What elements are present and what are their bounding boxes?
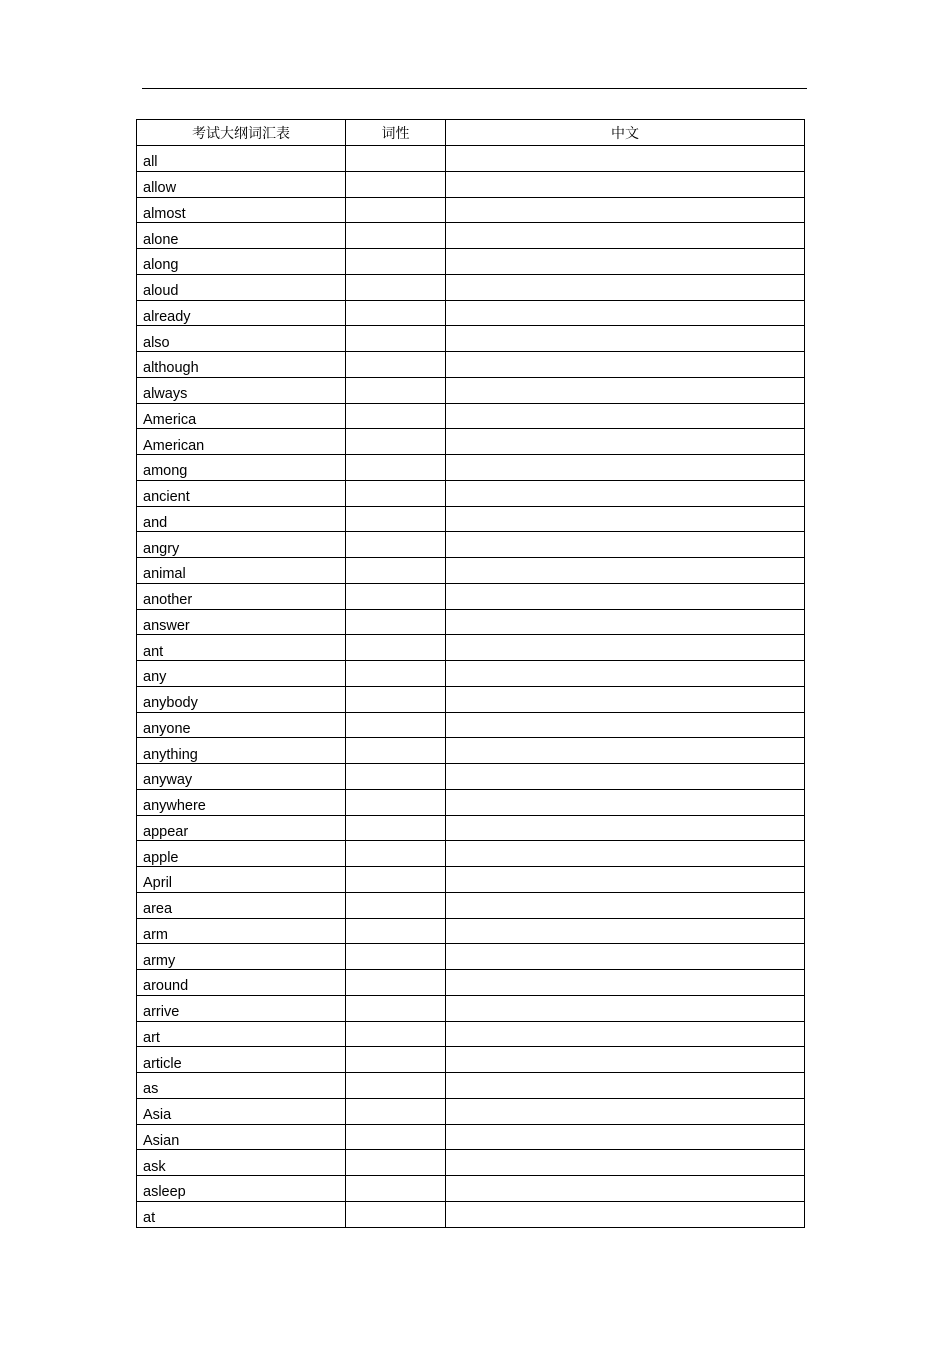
word-cell: anybody — [137, 686, 346, 712]
word-cell: and — [137, 506, 346, 532]
pos-cell — [346, 867, 446, 893]
chinese-cell — [446, 918, 805, 944]
chinese-cell — [446, 995, 805, 1021]
chinese-cell — [446, 403, 805, 429]
pos-cell — [346, 532, 446, 558]
chinese-cell — [446, 197, 805, 223]
word-cell: among — [137, 455, 346, 481]
table-row — [137, 944, 805, 970]
table-row — [137, 1176, 805, 1202]
table-row — [137, 352, 805, 378]
word-cell: America — [137, 403, 346, 429]
table-row — [137, 635, 805, 661]
chinese-cell — [446, 738, 805, 764]
word-cell: all — [137, 146, 346, 172]
table-row — [137, 377, 805, 403]
pos-cell — [346, 661, 446, 687]
word-cell: always — [137, 377, 346, 403]
table-row — [137, 223, 805, 249]
table-row — [137, 558, 805, 584]
vocabulary-table — [136, 119, 805, 1228]
chinese-cell — [446, 1124, 805, 1150]
pos-cell — [346, 1201, 446, 1227]
word-cell: anyway — [137, 764, 346, 790]
pos-cell — [346, 1150, 446, 1176]
chinese-cell — [446, 867, 805, 893]
table-row — [137, 995, 805, 1021]
chinese-cell — [446, 661, 805, 687]
word-cell: angry — [137, 532, 346, 558]
chinese-cell — [446, 944, 805, 970]
word-cell: around — [137, 970, 346, 996]
word-cell: along — [137, 249, 346, 275]
pos-cell — [346, 609, 446, 635]
table-row — [137, 1047, 805, 1073]
pos-cell — [346, 455, 446, 481]
chinese-cell — [446, 506, 805, 532]
table-row — [137, 738, 805, 764]
chinese-cell — [446, 300, 805, 326]
column-header-word: 考试大纲词汇表 — [137, 120, 346, 146]
table-row — [137, 532, 805, 558]
table-row — [137, 1021, 805, 1047]
header-rule — [142, 88, 807, 89]
word-cell: ask — [137, 1150, 346, 1176]
pos-cell — [346, 249, 446, 275]
word-cell: army — [137, 944, 346, 970]
table-row — [137, 815, 805, 841]
chinese-cell — [446, 274, 805, 300]
pos-cell — [346, 429, 446, 455]
chinese-cell — [446, 789, 805, 815]
word-cell: Asia — [137, 1098, 346, 1124]
chinese-cell — [446, 1073, 805, 1099]
table-row — [137, 1201, 805, 1227]
pos-cell — [346, 146, 446, 172]
pos-cell — [346, 403, 446, 429]
pos-cell — [346, 764, 446, 790]
chinese-cell — [446, 892, 805, 918]
table-row — [137, 712, 805, 738]
pos-cell — [346, 1098, 446, 1124]
chinese-cell — [446, 686, 805, 712]
table-row — [137, 300, 805, 326]
word-cell: almost — [137, 197, 346, 223]
table-row — [137, 892, 805, 918]
pos-cell — [346, 944, 446, 970]
table-row — [137, 171, 805, 197]
pos-cell — [346, 352, 446, 378]
table-row — [137, 841, 805, 867]
word-cell: article — [137, 1047, 346, 1073]
pos-cell — [346, 712, 446, 738]
pos-cell — [346, 738, 446, 764]
pos-cell — [346, 506, 446, 532]
pos-cell — [346, 300, 446, 326]
table-row — [137, 970, 805, 996]
table-row — [137, 429, 805, 455]
word-cell: arrive — [137, 995, 346, 1021]
table-row — [137, 455, 805, 481]
table-header-row — [137, 120, 805, 146]
chinese-cell — [446, 223, 805, 249]
chinese-cell — [446, 377, 805, 403]
chinese-cell — [446, 171, 805, 197]
word-cell: April — [137, 867, 346, 893]
word-cell: apple — [137, 841, 346, 867]
word-cell: allow — [137, 171, 346, 197]
chinese-cell — [446, 480, 805, 506]
chinese-cell — [446, 429, 805, 455]
word-cell: also — [137, 326, 346, 352]
chinese-cell — [446, 558, 805, 584]
pos-cell — [346, 197, 446, 223]
table-row — [137, 1073, 805, 1099]
pos-cell — [346, 377, 446, 403]
table-row — [137, 867, 805, 893]
column-header-pos: 词性 — [346, 120, 446, 146]
pos-cell — [346, 1073, 446, 1099]
word-cell: anything — [137, 738, 346, 764]
table-row — [137, 274, 805, 300]
pos-cell — [346, 841, 446, 867]
pos-cell — [346, 686, 446, 712]
word-cell: anyone — [137, 712, 346, 738]
pos-cell — [346, 1021, 446, 1047]
word-cell: already — [137, 300, 346, 326]
pos-cell — [346, 635, 446, 661]
word-cell: ancient — [137, 480, 346, 506]
table-row — [137, 789, 805, 815]
chinese-cell — [446, 764, 805, 790]
chinese-cell — [446, 1201, 805, 1227]
pos-cell — [346, 326, 446, 352]
word-cell: art — [137, 1021, 346, 1047]
table-row — [137, 146, 805, 172]
word-cell: ant — [137, 635, 346, 661]
table-row — [137, 686, 805, 712]
table-row — [137, 764, 805, 790]
word-cell: although — [137, 352, 346, 378]
pos-cell — [346, 970, 446, 996]
pos-cell — [346, 1124, 446, 1150]
word-cell: asleep — [137, 1176, 346, 1202]
word-cell: appear — [137, 815, 346, 841]
word-cell: aloud — [137, 274, 346, 300]
chinese-cell — [446, 1150, 805, 1176]
pos-cell — [346, 995, 446, 1021]
table-row — [137, 1124, 805, 1150]
word-cell: Asian — [137, 1124, 346, 1150]
table-row — [137, 661, 805, 687]
pos-cell — [346, 223, 446, 249]
word-cell: any — [137, 661, 346, 687]
table-row — [137, 1098, 805, 1124]
pos-cell — [346, 918, 446, 944]
chinese-cell — [446, 712, 805, 738]
chinese-cell — [446, 1021, 805, 1047]
chinese-cell — [446, 146, 805, 172]
table-row — [137, 583, 805, 609]
word-cell: answer — [137, 609, 346, 635]
column-header-chinese: 中文 — [446, 120, 805, 146]
word-cell: arm — [137, 918, 346, 944]
pos-cell — [346, 1176, 446, 1202]
chinese-cell — [446, 841, 805, 867]
table-row — [137, 609, 805, 635]
chinese-cell — [446, 249, 805, 275]
pos-cell — [346, 480, 446, 506]
chinese-cell — [446, 635, 805, 661]
chinese-cell — [446, 1098, 805, 1124]
word-cell: as — [137, 1073, 346, 1099]
table-row — [137, 249, 805, 275]
chinese-cell — [446, 532, 805, 558]
word-cell: American — [137, 429, 346, 455]
table-row — [137, 480, 805, 506]
pos-cell — [346, 558, 446, 584]
word-cell: anywhere — [137, 789, 346, 815]
table-row — [137, 326, 805, 352]
word-cell: area — [137, 892, 346, 918]
word-cell: alone — [137, 223, 346, 249]
table-row — [137, 1150, 805, 1176]
chinese-cell — [446, 970, 805, 996]
chinese-cell — [446, 815, 805, 841]
pos-cell — [346, 789, 446, 815]
pos-cell — [346, 1047, 446, 1073]
table-row — [137, 918, 805, 944]
pos-cell — [346, 892, 446, 918]
pos-cell — [346, 274, 446, 300]
word-cell: another — [137, 583, 346, 609]
chinese-cell — [446, 455, 805, 481]
pos-cell — [346, 815, 446, 841]
chinese-cell — [446, 352, 805, 378]
pos-cell — [346, 171, 446, 197]
chinese-cell — [446, 583, 805, 609]
table-row — [137, 403, 805, 429]
word-cell: at — [137, 1201, 346, 1227]
chinese-cell — [446, 609, 805, 635]
pos-cell — [346, 583, 446, 609]
chinese-cell — [446, 1047, 805, 1073]
chinese-cell — [446, 326, 805, 352]
word-cell: animal — [137, 558, 346, 584]
table-row — [137, 197, 805, 223]
table-row — [137, 506, 805, 532]
chinese-cell — [446, 1176, 805, 1202]
table-body — [137, 146, 805, 1228]
